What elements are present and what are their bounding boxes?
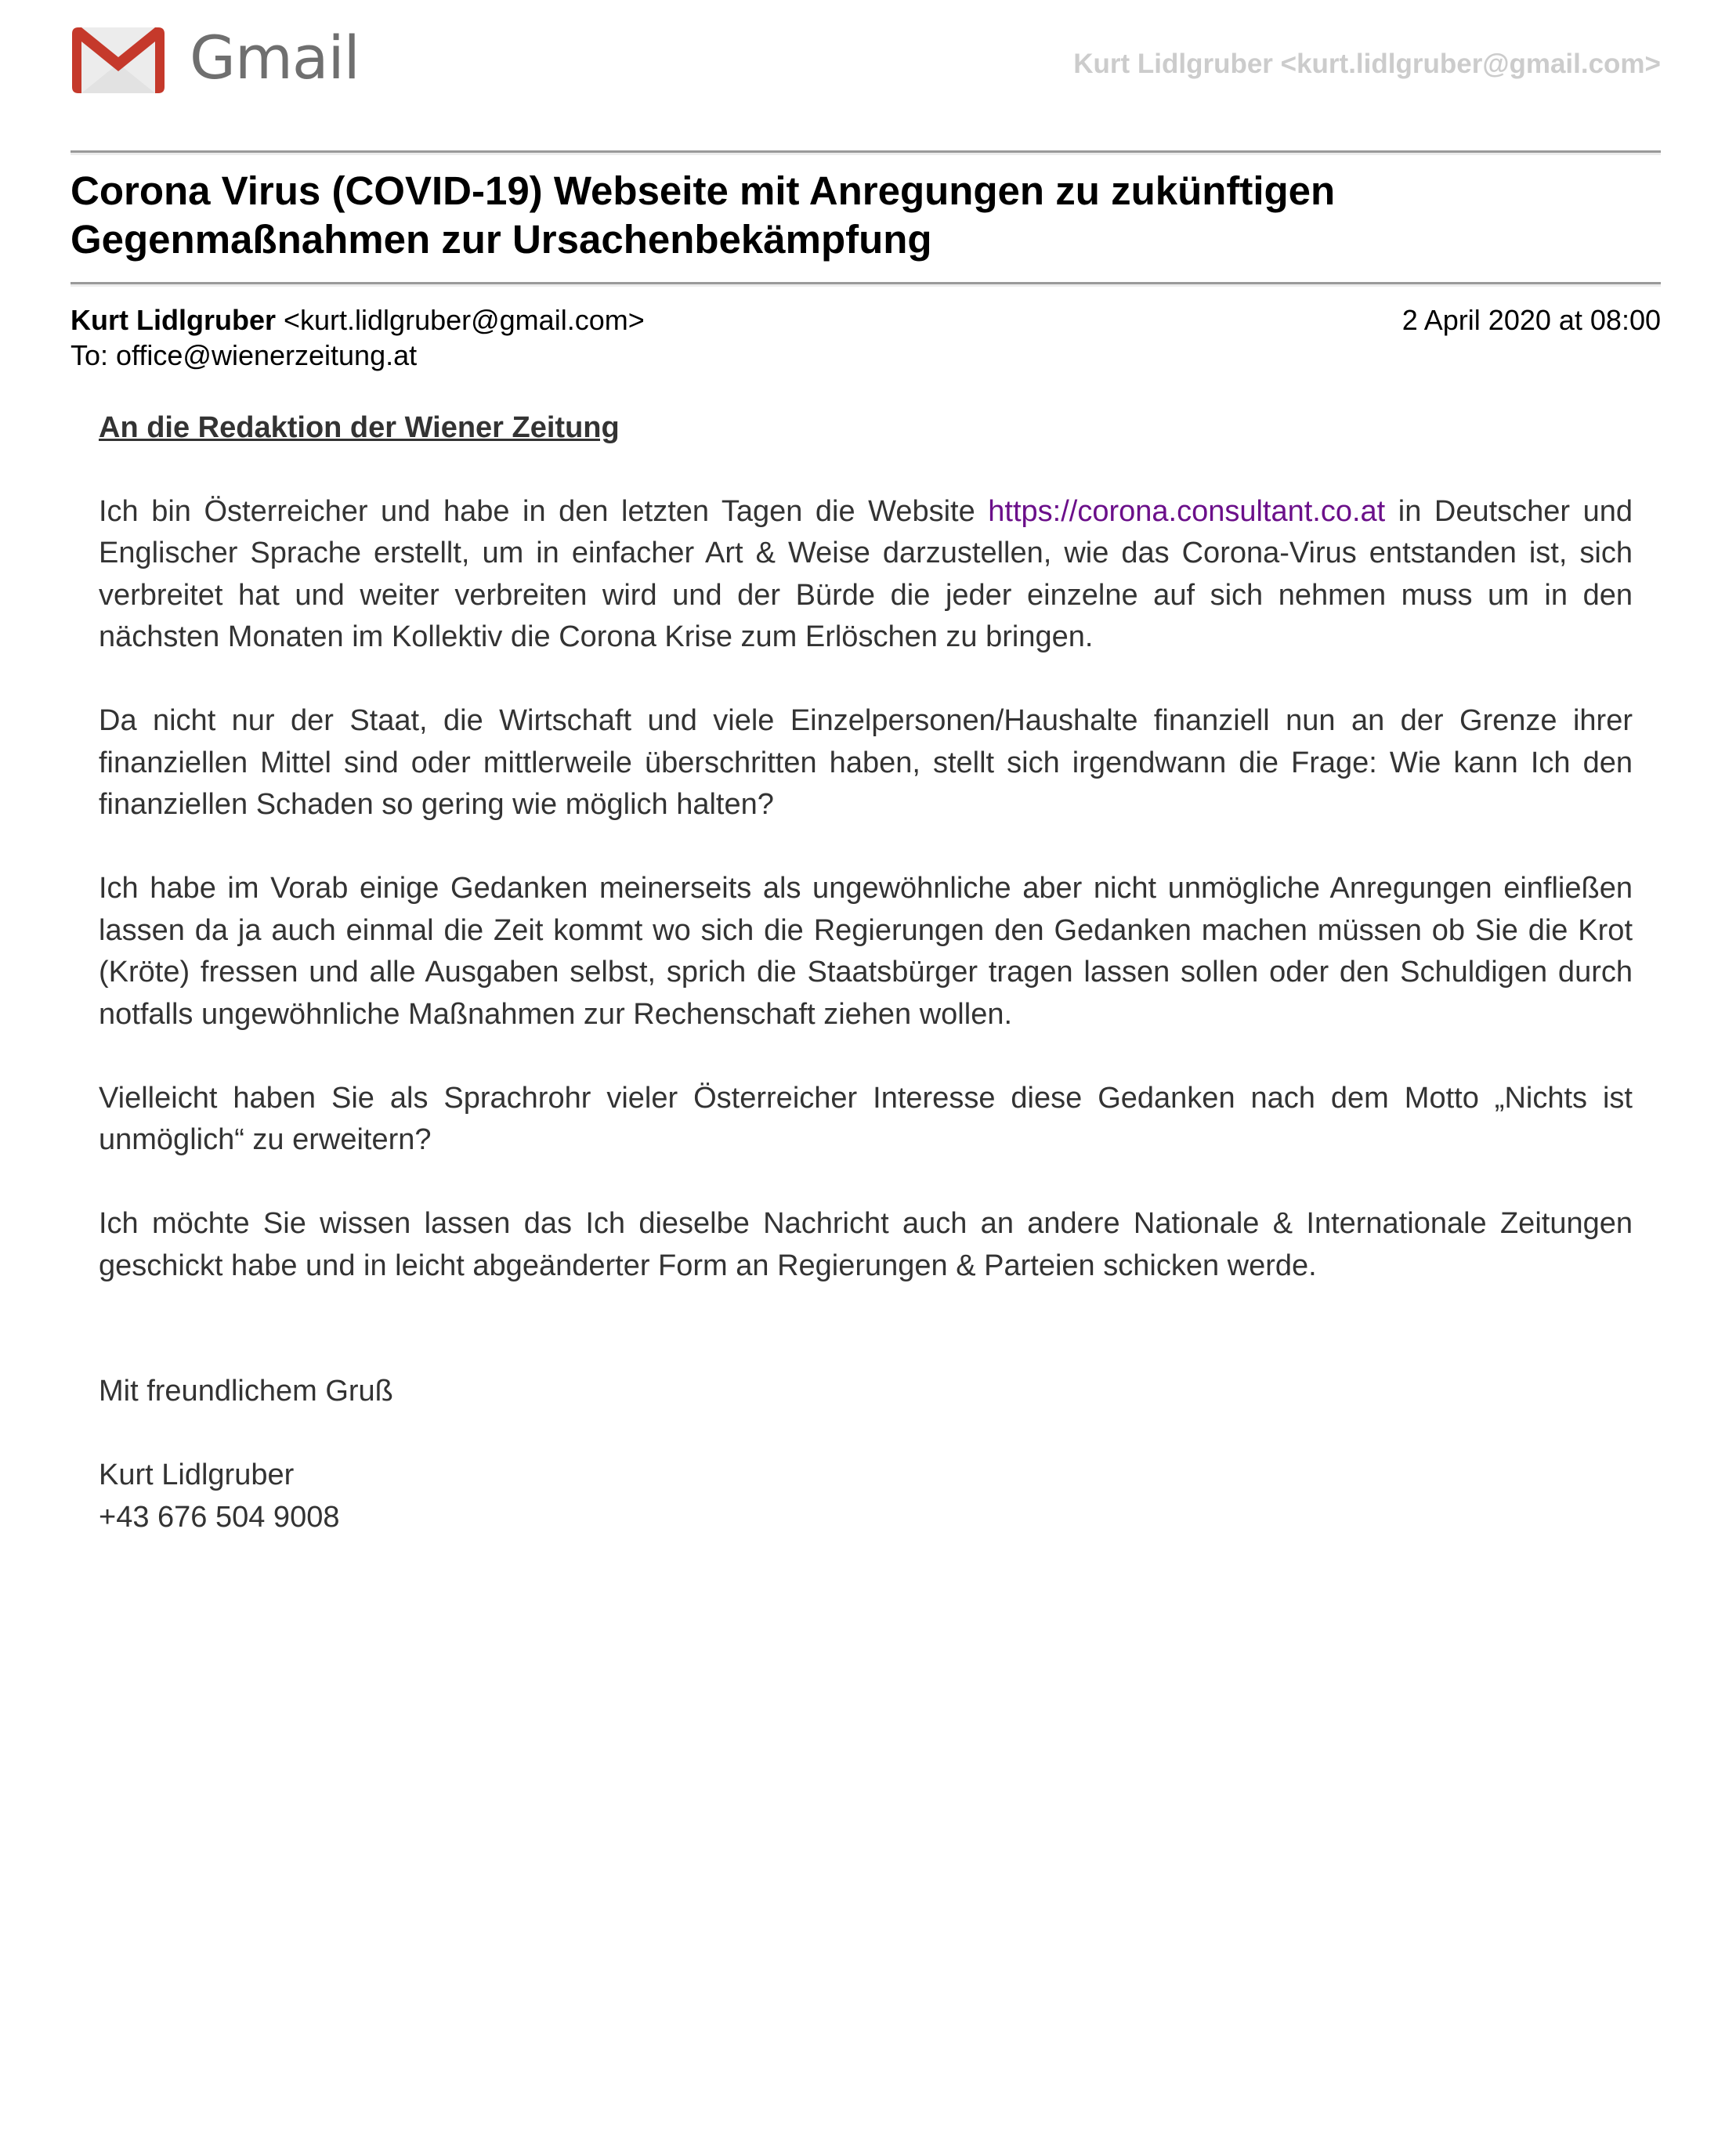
gmail-logo[interactable] xyxy=(71,23,360,95)
paragraph-invitation: Vielleicht haben Sie als Sprachrohr vieler Österreicher Interesse diese Gedanken nach dem Motto „Nichts ist unmöglich“ zu erweitern? xyxy=(99,1081,1633,1156)
email-date: 2 April 2020 at 08:00 xyxy=(1401,304,1661,336)
email-subject: Corona Virus (COVID-19) Webseite mit Anregungen zu zukünftigen Gegenmaßnahmen zur Ursachenbekämpfung xyxy=(71,168,1336,262)
paragraph-website xyxy=(99,491,1633,659)
paragraph-suggestions: Ich habe im Vorab einige Gedanken meinerseits als ungewöhnliche aber nicht unmögliche Anregungen einfließen lassen da ja auch einmal die Zeit kommt wo sich die Regierungen den Gedanken machen müssen ob Sie die Krot (Kröte) fressen und alle Ausgaben selbst, sprich die Staatsbürger tragen lassen sollen oder den Schuldigen durch notfalls ungewöhnliche Maßnahmen zur Rechenschaft ziehen wollen. xyxy=(99,872,1633,1031)
signature-name: Kurt Lidlgruber xyxy=(99,1458,295,1491)
email-print-page xyxy=(71,0,1661,1534)
recipient-line: To: office@wienerzeitung.at xyxy=(71,339,418,371)
gmail-brand-text: Gmail xyxy=(190,23,360,92)
email-body xyxy=(99,407,1633,1538)
signature-phone: +43 676 504 9008 xyxy=(99,1500,340,1534)
closing-salutation: Mit freundlichem Gruß xyxy=(99,1375,393,1408)
account-identity: Kurt Lidlgruber <kurt.lidlgruber@gmail.com> xyxy=(1073,49,1661,79)
blank-line xyxy=(99,1413,1633,1455)
greeting-heading: An die Redaktion der Wiener Zeitung xyxy=(99,411,620,444)
header-divider xyxy=(71,150,1661,155)
sender-email[interactable]: <kurt.lidlgruber@gmail.com> xyxy=(284,304,645,336)
email-meta xyxy=(71,302,1661,373)
paragraph-text: Ich bin Österreicher und habe in den letzten Tagen die Website xyxy=(99,494,989,528)
paragraph-finances: Da nicht nur der Staat, die Wirtschaft und viele Einzelpersonen/Haushalte finanziell nun an der Grenze ihrer finanziellen Mittel sind oder mittlerweile überschritten haben, stellt sich irgendwann die Frage: Wie kann Ich den finanziellen Schaden so gering wie möglich halten? xyxy=(99,704,1633,821)
paragraph-notice: Ich möchte Sie wissen lassen das Ich dieselbe Nachricht auch an andere Nationale & Internationale Zeitungen geschickt habe und in leicht abgeänderter Form an Regierungen & Parteien schicken werde. xyxy=(99,1207,1633,1282)
blank-line xyxy=(99,1329,1633,1372)
website-link[interactable]: https://corona.consultant.co.at xyxy=(988,494,1386,528)
sender-name: Kurt Lidlgruber xyxy=(71,304,276,336)
subject-divider xyxy=(71,282,1661,287)
gmail-envelope-icon xyxy=(71,26,166,95)
header-bar xyxy=(71,0,1661,149)
paragraph-text: in Deutscher und Englischer Sprache erstellt, um in einfacher Art & Weise darzustellen, wie das Corona-Virus entstanden ist, sich verbreitet hat und weiter verbreiten wird und der Bürde die jeder einzelne auf sich nehmen muss um in den nächsten Monaten im Kollektiv die Corona Krise zum Erlöschen zu bringen. xyxy=(99,494,1633,653)
